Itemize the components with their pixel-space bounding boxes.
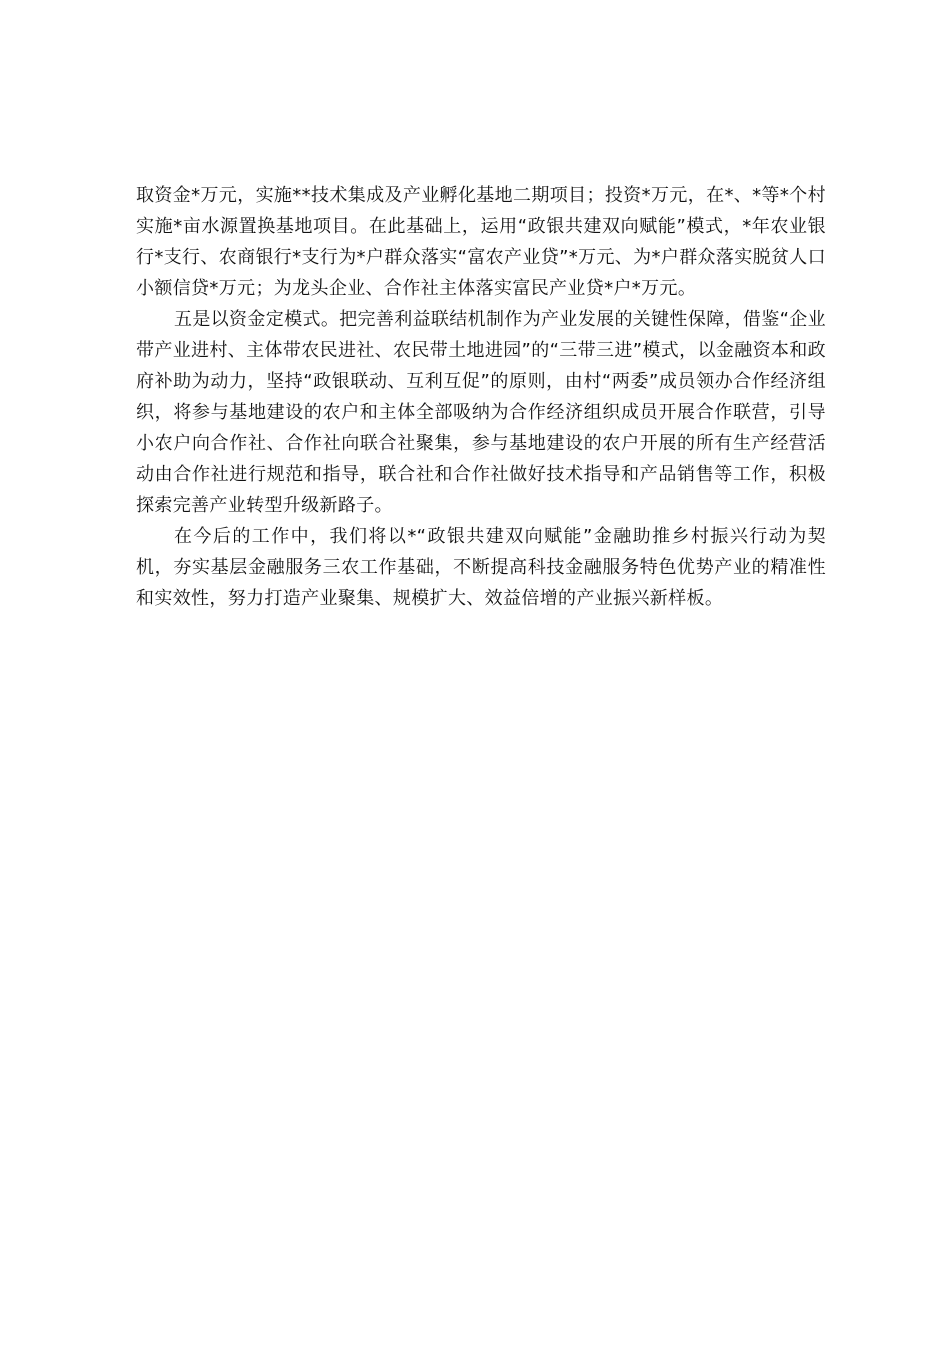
paragraph-funding-continuation: 取资金*万元，实施**技术集成及产业孵化基地二期项目；投资*万元，在*、*等*个村实施*亩水源置换基地项目。在此基础上，运用“政银共建双向赋能”模式，*年农业银行*支行、农商银行*支行为*户群众落实“富农产业贷”*万元、为*户群众落实脱贫人口小额信贷*万元；为龙头企业、合作社主体落实富民产业贷*户*万元。 xyxy=(136,185,826,299)
paragraph-future-work: 在今后的工作中，我们将以*“政银共建双向赋能”金融助推乡村振兴行动为契机，夯实基层金融服务三农工作基础，不断提高科技金融服务特色优势产业的精准性和实效性，努力打造产业聚集、规模扩大、效益倍增的产业振兴新样板。 xyxy=(136,526,826,609)
paragraph-fund-model: 五是以资金定模式。把完善利益联结机制作为产业发展的关键性保障，借鉴“企业带产业进村、主体带农民进社、农民带土地进园”的“三带三进”模式，以金融资本和政府补助为动力，坚持“政银联动、互利互促”的原则，由村“两委”成员领办合作经济组织，将参与基地建设的农户和主体全部吸纳为合作经济组织成员开展合作联营，引导小农户向合作社、合作社向联合社聚集，参与基地建设的农户开展的所有生产经营活动由合作社进行规范和指导，联合社和合作社做好技术指导和产品销售等工作，积极探索完善产业转型升级新路子。 xyxy=(136,309,826,516)
document-body xyxy=(136,180,826,614)
